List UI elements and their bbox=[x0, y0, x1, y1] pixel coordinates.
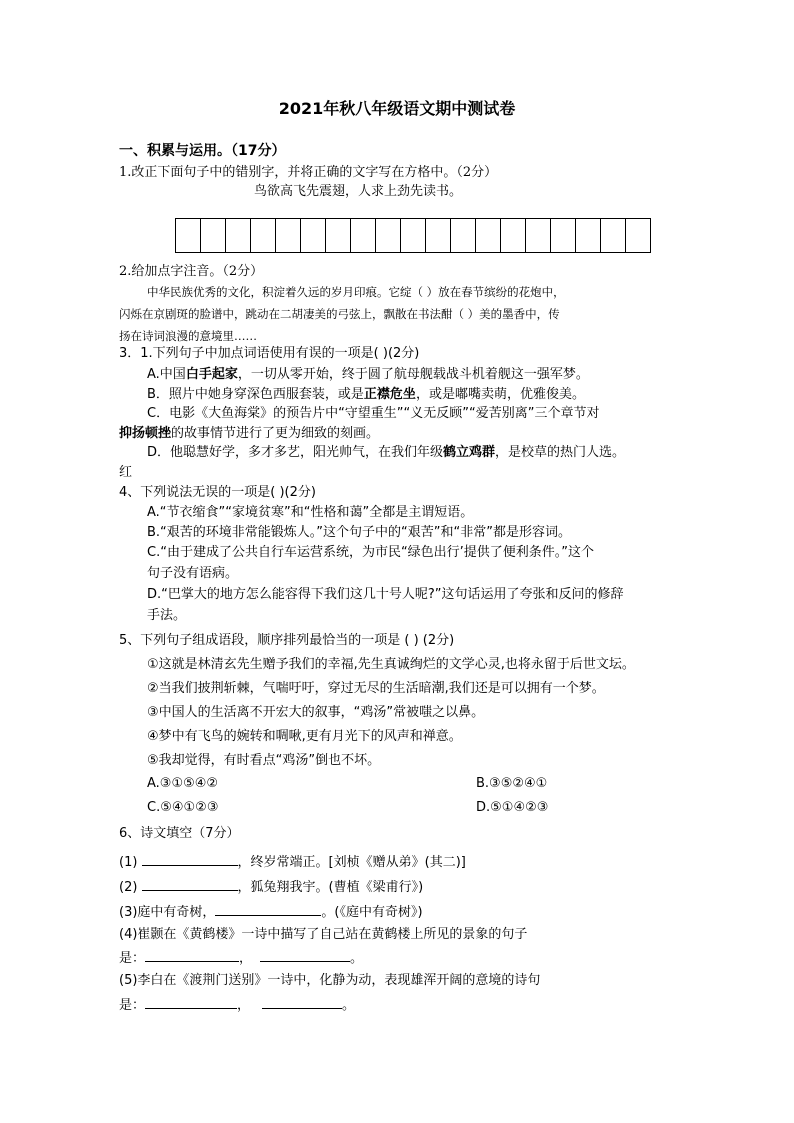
q2-prompt: 2.给加点字注音。（2分） bbox=[119, 264, 264, 279]
answer-cell[interactable] bbox=[426, 219, 451, 252]
q5-sentence: ④梦中有飞鸟的婉转和啁啾,更有月光下的风声和禅意。 bbox=[147, 729, 462, 744]
q4-option-c: C.“由于建成了公共自行车运营系统，为市民“绿色出行’提供了便利条件。”这个 bbox=[147, 545, 595, 560]
answer-cell[interactable] bbox=[526, 219, 551, 252]
answer-cell[interactable] bbox=[276, 219, 301, 252]
answer-blank[interactable] bbox=[215, 901, 321, 916]
answer-cell[interactable] bbox=[201, 219, 226, 252]
q3-option-b: B．照片中她身穿深色西服套装，或是正襟危坐，或是嘟嘴卖萌，优雅俊美。 bbox=[147, 387, 585, 402]
q5-sentence: ⑤我却觉得，有时看点“鸡汤”倒也不坏。 bbox=[147, 753, 381, 768]
answer-cell[interactable] bbox=[451, 219, 476, 252]
answer-cell[interactable] bbox=[401, 219, 426, 252]
answer-cell[interactable] bbox=[476, 219, 501, 252]
answer-cell[interactable] bbox=[326, 219, 351, 252]
q4-option-d-cont: 手法。 bbox=[147, 608, 187, 623]
answer-blank[interactable] bbox=[260, 947, 350, 962]
q6-item-1: (1) ，终岁常端正。[刘桢《赠从弟》(其二)] bbox=[119, 851, 466, 872]
q5-sentence: ②当我们披荆斩棘，气喘吁吁，穿过无尽的生活暗潮,我们还是可以拥有一个梦。 bbox=[147, 681, 605, 696]
answer-cell[interactable] bbox=[501, 219, 526, 252]
q6-item-4: (4)崔颢在《黄鹤楼》一诗中描写了自己站在黄鹤楼上所见的景象的句子 bbox=[119, 927, 528, 942]
answer-blank[interactable] bbox=[142, 876, 238, 891]
q2-passage-line: 扬在诗词浪漫的意境里…… bbox=[119, 329, 257, 343]
q4-option-a: A.“节衣缩食”“家境贫寒”和“性格和蔼”全都是主谓短语。 bbox=[147, 505, 474, 520]
answer-cell[interactable] bbox=[251, 219, 276, 252]
answer-blank[interactable] bbox=[145, 994, 237, 1009]
q4-option-b: B.“艰苦的环境非常能锻炼人。”这个句子中的“艰苦”和“非常”都是形容词。 bbox=[147, 525, 571, 540]
q4-option-c-cont: 句子没有语病。 bbox=[147, 566, 239, 581]
answer-cell[interactable] bbox=[626, 219, 651, 252]
q3-option-a: A.中国白手起家，一切从零开始，终于圆了航母舰载战斗机着舰这一强军梦。 bbox=[147, 367, 589, 382]
q5-option-d: D.⑤①④②③ bbox=[476, 800, 549, 815]
q5-option-b: B.③⑤②④① bbox=[476, 776, 548, 791]
q1-sentence: 鸟欲高飞先震翅，人求上劲先读书。 bbox=[254, 184, 463, 199]
answer-cell[interactable] bbox=[301, 219, 326, 252]
answer-grid[interactable] bbox=[175, 218, 651, 253]
q6-item-3: (3)庭中有奇树， 。(《庭中有奇树》) bbox=[119, 901, 423, 922]
q6-prompt: 6、诗文填空（7分） bbox=[119, 826, 240, 841]
q6-item-2: (2) ，狐兔翔我宇。(曹植《梁甫行》) bbox=[119, 876, 423, 897]
q3-prompt: 3．1.下列句子中加点词语使用有误的一项是( )(2分) bbox=[119, 346, 420, 361]
q3-option-c-cont: 抑扬顿挫的故事情节进行了更为细致的刻画。 bbox=[119, 426, 380, 441]
stray-character: 红 bbox=[119, 465, 133, 480]
page-title: 2021年秋八年级语文期中测试卷 bbox=[278, 99, 516, 118]
answer-cell[interactable] bbox=[576, 219, 601, 252]
answer-cell[interactable] bbox=[551, 219, 576, 252]
q5-sentence: ③中国人的生活离不开宏大的叙事，“鸡汤”常被嗤之以鼻。 bbox=[147, 705, 485, 720]
q2-passage-line: 闪烁在京剧斑的脸谱中，跳动在二胡凄美的弓弦上，飘散在书法酣（ ）美的墨香中，传 bbox=[119, 307, 560, 321]
answer-blank[interactable] bbox=[142, 851, 238, 866]
q6-item-4-cont: 是： ， 。 bbox=[119, 947, 363, 968]
q4-option-d: D.“巴掌大的地方怎么能容得下我们这几十号人呢?”这句话运用了夸张和反问的修辞 bbox=[147, 587, 624, 602]
q2-passage-line: 中华民族优秀的文化，积淀着久远的岁月印痕。它绽（ ）放在春节缤纷的花炮中， bbox=[147, 285, 565, 299]
q5-prompt: 5、下列句子组成语段，顺序排列最恰当的一项是 ( ) (2分) bbox=[119, 633, 455, 648]
answer-blank[interactable] bbox=[262, 994, 342, 1009]
q5-sentence: ①这就是林清玄先生赠予我们的幸福,先生真诚绚烂的文学心灵,也将永留于后世文坛。 bbox=[147, 657, 635, 672]
answer-blank[interactable] bbox=[145, 947, 239, 962]
q3-option-c: C．电影《大鱼海棠》的预告片中“守望重生”“义无反顾”“爱苦别离”三个章节对 bbox=[147, 406, 600, 421]
answer-cell[interactable] bbox=[376, 219, 401, 252]
q5-option-c: C.⑤④①②③ bbox=[147, 800, 219, 815]
q6-item-5-cont: 是： ， 。 bbox=[119, 994, 355, 1015]
q6-item-5: (5)李白在《渡荆门送别》一诗中，化静为动，表现雄浑开阔的意境的诗句 bbox=[119, 973, 541, 988]
q4-prompt: 4、下列说法无误的一项是( )(2分) bbox=[119, 485, 316, 500]
q5-option-a: A.③①⑤④② bbox=[147, 776, 219, 791]
answer-cell[interactable] bbox=[601, 219, 626, 252]
answer-cell[interactable] bbox=[351, 219, 376, 252]
q3-option-d: D．他聪慧好学，多才多艺，阳光帅气，在我们年级鹤立鸡群，是校草的热门人选。 bbox=[147, 445, 626, 460]
answer-cell[interactable] bbox=[176, 219, 201, 252]
answer-cell[interactable] bbox=[226, 219, 251, 252]
q1-prompt: 1.改正下面句子中的错别字，并将正确的文字写在方格中。（2分） bbox=[119, 165, 498, 180]
section-heading: 一、积累与运用。（17分） bbox=[119, 143, 286, 159]
